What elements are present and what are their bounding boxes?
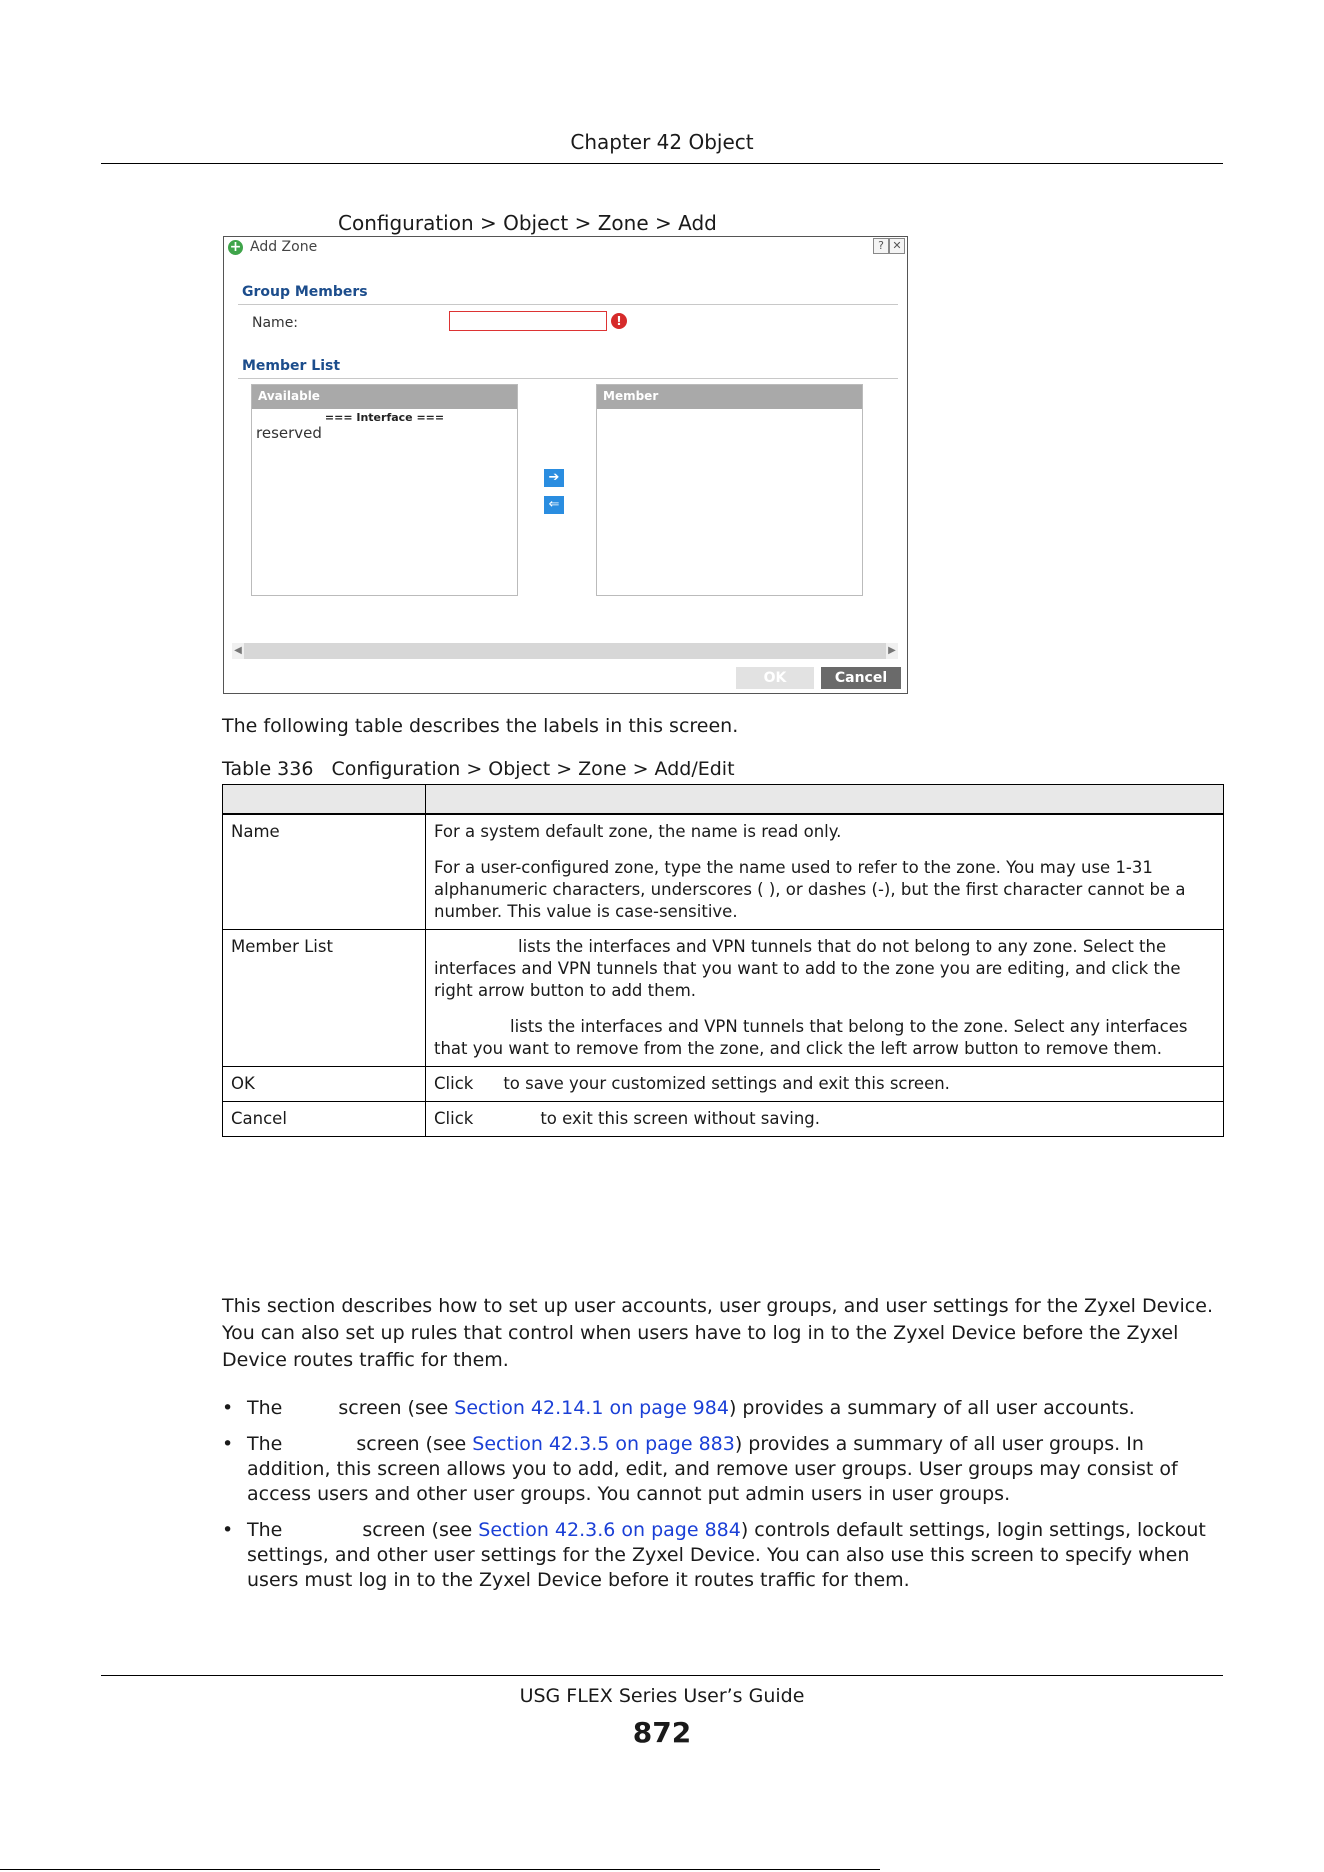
page-number: 872 <box>632 1716 692 1749</box>
row-description <box>426 1102 1224 1137</box>
description-text: to exit this screen without saving. <box>540 1109 821 1128</box>
section-link[interactable]: Section 42.3.6 on page 884 <box>478 1519 741 1541</box>
table-title: Configuration > Object > Zone > Add/Edit <box>331 758 735 780</box>
footer-rule <box>101 1675 1223 1676</box>
bullet-pre: screen (see <box>356 1433 473 1455</box>
scroll-right-icon[interactable]: ▶ <box>886 643 898 659</box>
table-row <box>223 1102 1224 1137</box>
bullet-pre: screen (see <box>338 1397 455 1419</box>
click-word: Click <box>434 1109 474 1128</box>
header-rule <box>101 163 1223 164</box>
description-paragraph: lists the interfaces and VPN tunnels that do not belong to any zone. Select the interfaces and VPN tunnels that you want to add to the zone you are editing, and click the right arrow button to add them. <box>434 937 1181 1000</box>
description-paragraph-wrap <box>434 1016 1215 1060</box>
name-label: Name: <box>252 315 299 331</box>
bullet-dot: • <box>222 1519 234 1541</box>
bullet-post: ) provides a summary of all user accounts. <box>728 1397 1135 1419</box>
bullet-pre: screen (see <box>362 1519 479 1541</box>
table-row <box>223 1067 1224 1102</box>
section-text-line-3: Device routes traffic for them. <box>222 1349 509 1371</box>
bullet-item <box>222 1432 1232 1507</box>
description-text: to save your customized settings and exit this screen. <box>503 1074 950 1093</box>
chapter-header: Chapter 42 Object <box>570 130 754 154</box>
table-header-label <box>223 785 426 815</box>
section-link[interactable]: Section 42.14.1 on page 984 <box>454 1397 729 1419</box>
description-paragraph: For a user-configured zone, type the name used to refer to the zone. You may use 1-31 alphanumeric characters, underscores ( ), or dashes (-), but the first character cannot be a number. This value is case-sensitive. <box>434 858 1186 921</box>
list-group-label: === Interface === <box>324 411 445 424</box>
row-label: Name <box>223 814 426 930</box>
row-description <box>426 1067 1224 1102</box>
description-paragraph: lists the interfaces and VPN tunnels that belong to the zone. Select any interfaces that you want to remove from the zone, and click the left arrow button to remove them. <box>434 1017 1188 1058</box>
bullet-the: The <box>247 1433 283 1455</box>
table-caption <box>222 758 735 780</box>
warning-icon: ! <box>611 313 627 329</box>
dialog-title: Add Zone <box>250 239 318 255</box>
name-input[interactable] <box>449 311 607 331</box>
labels-table <box>222 784 1224 1137</box>
available-list-header: Available <box>252 385 517 409</box>
available-list[interactable] <box>251 384 518 596</box>
member-list-divider <box>238 378 898 379</box>
bullet-item <box>222 1396 1232 1421</box>
table-header-row <box>223 785 1224 815</box>
section-link[interactable]: Section 42.3.5 on page 883 <box>472 1433 735 1455</box>
bullet-dot: • <box>222 1433 234 1455</box>
bullet-post: ) provides a summary of all user groups. In addition, this screen allows you to add, edit, and remove user groups. User groups may consist of access users and other user groups. You cannot put admin users in user groups. <box>247 1433 1178 1505</box>
section-text-line-2: You can also set up rules that control when users have to log in to the Zyxel Device before the Zyxel <box>222 1322 1179 1344</box>
row-label: Cancel <box>223 1102 426 1137</box>
add-icon: + <box>229 239 242 255</box>
group-members-divider <box>238 304 898 305</box>
figure-caption: Configuration > Object > Zone > Add <box>338 211 717 235</box>
group-members-heading: Group Members <box>242 284 368 300</box>
row-label: Member List <box>223 930 426 1067</box>
bullet-the: The <box>247 1519 283 1541</box>
bullet-dot: • <box>222 1397 234 1419</box>
bullet-item <box>222 1518 1232 1593</box>
add-right-arrow-button[interactable]: ➔ <box>544 469 564 487</box>
close-icon[interactable]: ✕ <box>889 238 905 254</box>
row-description <box>426 814 1224 930</box>
member-list[interactable] <box>596 384 863 596</box>
click-word: Click <box>434 1074 474 1093</box>
ok-button[interactable]: OK <box>736 667 814 689</box>
remove-left-arrow-button[interactable]: ⇐ <box>544 496 564 514</box>
row-description <box>426 930 1224 1067</box>
scroll-left-icon[interactable]: ◀ <box>232 643 244 659</box>
bottom-edge-rule <box>0 1869 880 1870</box>
section-text-line-1: This section describes how to set up user accounts, user groups, and user settings for the Zyxel Device. <box>222 1295 1213 1317</box>
member-list-header: Member <box>597 385 862 409</box>
guide-title: USG FLEX Series User’s Guide <box>519 1685 805 1707</box>
description-paragraph-wrap <box>434 936 1215 1002</box>
bullet-the: The <box>247 1397 283 1419</box>
list-item[interactable]: reserved <box>256 424 322 442</box>
table-header-description <box>426 785 1224 815</box>
table-row <box>223 930 1224 1067</box>
cancel-button[interactable]: Cancel <box>821 667 901 689</box>
member-list-heading: Member List <box>242 358 341 374</box>
add-zone-dialog <box>223 236 908 694</box>
help-icon[interactable]: ? <box>873 238 889 254</box>
table-row <box>223 814 1224 930</box>
bullet-list <box>222 1396 1232 1604</box>
table-number: Table 336 <box>222 758 314 780</box>
row-label: OK <box>223 1067 426 1102</box>
horizontal-scrollbar[interactable] <box>232 643 898 659</box>
intro-text: The following table describes the labels in this screen. <box>222 715 739 737</box>
bullet-post: ) controls default settings, login settings, lockout settings, and other user settings for the Zyxel Device. You can also use this screen to specify when users must log in to the Zyxel Device before it routes traffic for them. <box>247 1519 1206 1591</box>
description-paragraph: For a system default zone, the name is read only. <box>434 822 842 841</box>
